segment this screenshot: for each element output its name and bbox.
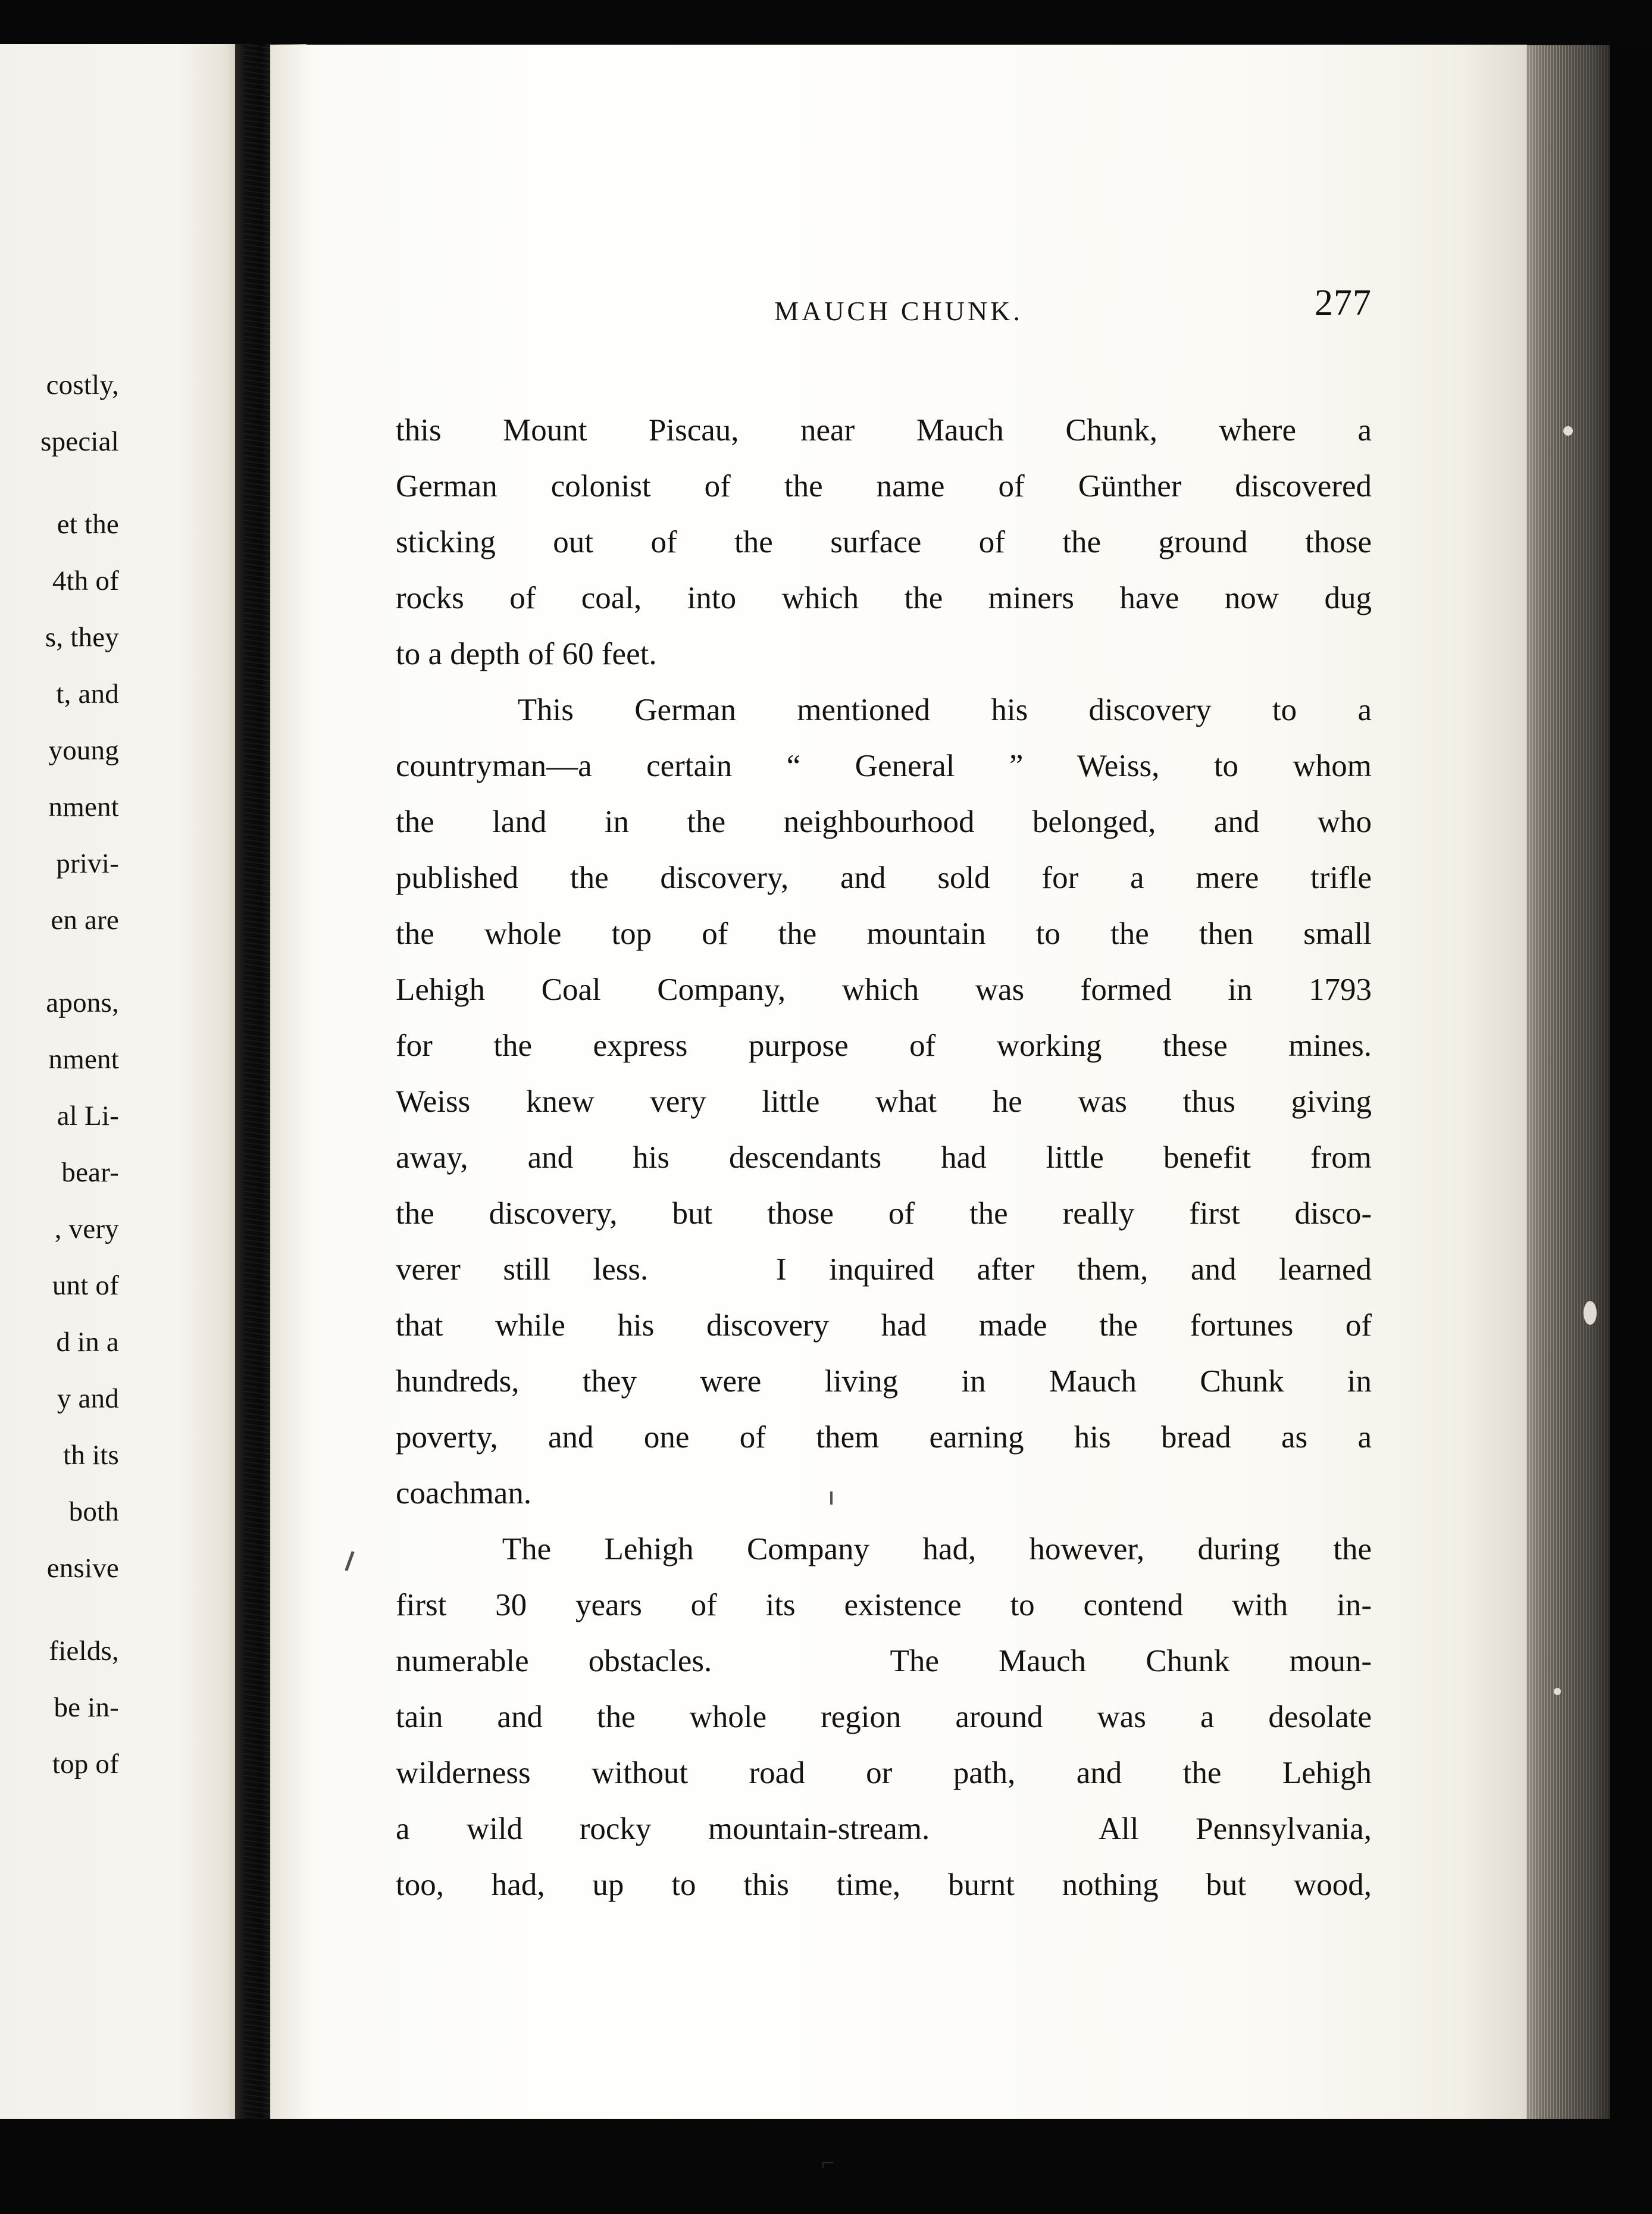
- text-line: Lehigh Coal Company, which was formed in 1793: [396, 972, 1372, 1007]
- verso-text-fragment: [0, 357, 119, 1819]
- text-line: Weiss knew very little what he was thus giving: [396, 1084, 1372, 1119]
- text-line: away, and his descendants had little benefit from: [396, 1140, 1372, 1175]
- verso-line: t, and: [56, 678, 119, 709]
- text-line: the whole top of the mountain to the then small: [396, 917, 1372, 951]
- recto-page-sheet: [271, 45, 1526, 2164]
- verso-line: al Li-: [57, 1100, 119, 1131]
- verso-line: en are: [51, 905, 119, 936]
- text-line: that while his discovery had made the fortunes of: [396, 1308, 1372, 1343]
- verso-line: special: [40, 426, 119, 457]
- text-line: the land in the neighbourhood belonged, and who: [396, 805, 1372, 839]
- text-line: this Mount Piscau, near Mauch Chunk, where a: [396, 413, 1372, 448]
- outer-black-margin: [1610, 0, 1652, 2214]
- page-block-texture: [1526, 45, 1616, 2164]
- text-line: The Lehigh Company had, however, during the: [396, 1532, 1372, 1566]
- paragraph-1: [396, 402, 1372, 682]
- edge-speck: [1554, 1688, 1561, 1695]
- top-black-margin: [0, 0, 1652, 44]
- text-line: German colonist of the name of Günther discovered: [396, 469, 1372, 504]
- text-line: tain and the whole region around was a desolate: [396, 1700, 1372, 1734]
- paragraph-3: [396, 1521, 1372, 1913]
- verso-line: d in a: [56, 1327, 119, 1358]
- bottom-scan-mark: ⌐: [821, 2149, 835, 2176]
- text-line: countryman—a certain “ General ” Weiss, to whom: [396, 749, 1372, 783]
- text-line: poverty, and one of them earning his bread as a: [396, 1420, 1372, 1455]
- verso-line: s, they: [45, 622, 119, 653]
- text-line: wilderness without road or path, and the Lehigh: [396, 1756, 1372, 1790]
- verso-line: both: [61, 1496, 119, 1527]
- text-line: sticking out of the surface of the ground those: [396, 525, 1372, 559]
- text-line: first 30 years of its existence to contend with in-: [396, 1588, 1372, 1622]
- verso-line: y and: [57, 1383, 119, 1414]
- paragraph-2: [396, 682, 1372, 1521]
- text-line: the discovery, but those of the really first disco-: [396, 1196, 1372, 1231]
- verso-line: young: [48, 735, 119, 766]
- verso-line: unt of: [52, 1270, 119, 1301]
- text-line: hundreds, they were living in Mauch Chunk in: [396, 1364, 1372, 1399]
- text-line: verer still less. I inquired after them, and learned: [396, 1252, 1372, 1287]
- body-text-column: [396, 402, 1372, 1913]
- verso-line: 4th of: [52, 565, 119, 596]
- verso-line: apons,: [46, 987, 119, 1018]
- verso-line: et the: [57, 509, 119, 540]
- text-line: for the express purpose of working these mines.: [396, 1028, 1372, 1063]
- text-line: a wild rocky mountain-stream. All Pennsylvania,: [396, 1812, 1372, 1846]
- verso-block: [0, 496, 119, 949]
- text-line: to a depth of 60 feet.: [396, 637, 657, 671]
- verso-line: fields,: [49, 1636, 119, 1666]
- verso-block: [0, 975, 119, 1597]
- verso-line: costly,: [46, 370, 119, 401]
- text-line: published the discovery, and sold for a mere trifle: [396, 861, 1372, 895]
- verso-line: th its: [63, 1440, 119, 1471]
- text-line: too, had, up to this time, burnt nothing but wood,: [396, 1868, 1372, 1902]
- scan-artefact: [830, 1491, 833, 1505]
- verso-line: privi-: [49, 848, 119, 879]
- verso-line: top of: [52, 1749, 119, 1780]
- running-head-title: MAUCH CHUNK.: [774, 296, 1023, 326]
- verso-block: [0, 357, 119, 470]
- verso-block: [0, 1623, 119, 1793]
- verso-line: nment: [48, 792, 119, 823]
- edge-speck: [1563, 426, 1573, 436]
- edge-speck: [1584, 1301, 1597, 1325]
- text-line: numerable obstacles. The Mauch Chunk moun-: [396, 1644, 1372, 1678]
- verso-line: , very: [54, 1214, 119, 1244]
- verso-line: bear-: [54, 1157, 119, 1188]
- text-line: This German mentioned his discovery to a: [396, 693, 1372, 727]
- verso-line: be in-: [54, 1692, 119, 1723]
- verso-line: ensive: [46, 1553, 119, 1584]
- page-block-edge: [1526, 45, 1616, 2164]
- text-line: coachman.: [396, 1476, 532, 1511]
- text-line: rocks of coal, into which the miners have now dug: [396, 581, 1372, 615]
- page-number: 277: [1315, 283, 1372, 323]
- verso-line: nment: [48, 1044, 119, 1075]
